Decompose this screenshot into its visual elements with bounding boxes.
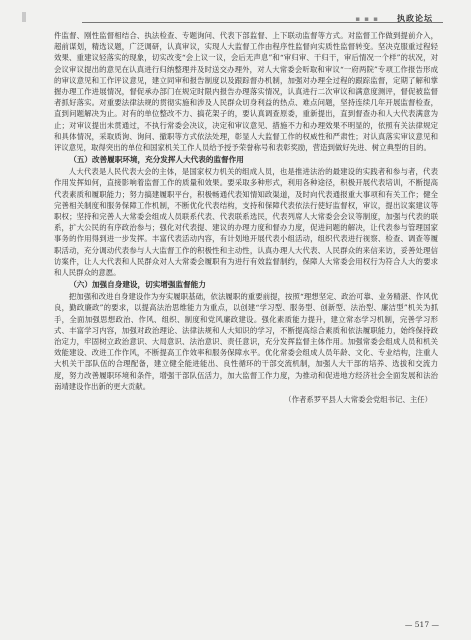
section-heading-6: （六）加强自身建设，切实增强监督能力: [69, 280, 206, 290]
header-corner-mark: [22, 12, 26, 22]
header-rule: [82, 22, 443, 23]
header-decoration: ▪ ▪ ▪: [355, 15, 379, 23]
paragraph-section-5: 人大代表是人民代表大会的主体，是国家权力机关的组成人员，也是推进法治的最建设的实践者和参与者，代表作用发挥如何，直接影响着监督工作的质量和效果。要采取多种形式，利用各种途径，积极开展代表培训，不断提高代表素质和履职能力；努力搞建履职平台，积极畅通代表知情知政渠道，及时向代表通报重大事项和有关工作；健全完善相关制度和服务保障工作机制，不断优化代表结构，支持和保障代表依法行使好监督权，审议，提出议案建议等职权；坚持和完善人大常委会组成人员联系代表、代表联系选民，代表列席人大常委会会议等制度，加强与代表的联系，扩大公民的有序政治参与；强化对代表提、建议的办理力度和督办力度，促进问题的解决，让代表参与管理国家事务的作用得到进一步发挥。丰富代表活动内容，有计划地开展代表小组活动，组织代表进行视察、检查、调查等履职活动，充分调动代表参与人大监督工作的积极性和主动性，认真办理人大代表、人民群众的来信来访，妥善处理信访案件，让人大代表和人民群众对人大常委会履职有为进行有效监督制约，保障人大常委会用权行为符合人大的要求和人民群众的意愿。: [54, 167, 438, 278]
paragraph-continued: 件监督、刚性监督相结合、执法检查、专题询问、代表下部监督、上下联动监督等方式。对监督工作做到提前介入，超前谋划，精选议题，广泛调研，认真审议，实现人大监督工作由程序性监督向实质性监督转变。坚决克服重过程轻效果、重建议轻落实的现象，切实改变“会上议一议，会后无声息”和“审归审、干归干，审后情况一个样”的状况，对会议审议提出的意见在认真进行归纳整理并及时送交办理外，对人大常委会听取和审议“一府两院”专项工作报告形成的审议意见和工作评议意见，建立同审和报告制度以及跟踪督办机制，加强对办理全过程的跟踪监督，定期了解和掌握办理工作进展情况，督促承办部门在规定时限内报告办理落实情况，认真进行二次审议和满意度测评，督促被监督者抓好落实。对重要法律法规的贯彻实施和涉及人民群众切身利益的热点、难点问题，坚持连续几年开展监督检查，直到问题解决为止。对有的单位整改不力、搞花架子的，要认真调查原委，重新提出，直到督查办和人大代表满意为止；对审议提出未贯通过，不执行常委会决议，决定和审议意见、措施不力和办理效果不明显的，依照有关法律规定和具体情况，采取质询、询问、撤职等方式依法处理，彰显人大监督工作的权威性和严肃性；对认真落实审议意见和评议意见，取得突出的单位和国家机关工作人员给予授予荣誉称号和表彰奖励，营造到做好先进、树立典型的目的。: [54, 31, 438, 153]
article-body: [54, 30, 438, 405]
running-header-title: 执政论坛: [397, 13, 433, 23]
page-number: — 517 —: [404, 620, 439, 629]
paragraph-section-6: 把加强和改进自身建设作为夯实履职基础，依法履职的重要前提，按照“理想坚定、政治可靠、业务精湛、作风优良，勤政廉政”的要求，以提高法治思维能力为重点，以创建“学习型、服务型、创新型、法治型、廉洁型”机关为抓手，全面加强思想政治、作风、组织、制度和党风廉政建设。强化素质能力提升，建立常态学习机制，完善学习形式、丰富学习内容，加强对政治理论、法律法规和人大知识的学习，不断提高综合素质和依法履职能力，始终保持政治定力，牢固树立政治意识、大局意识、法治意识、责任意识，充分发挥监督主体作用。加强常委会组成人员和机关效能建设、改进工作作风，不断提高工作效率和服务保障水平。优化常委会组成人员年龄、文化、专业结构，注重人大机关干部队伍的合理配备，建立健全能进能出、良性循环的干部交流机制，加强人大干部的培养、选拔和交流力度，努力改善履职环境和条件，增强干部队伍活力，加大监督工作力度，为推动和促进地方经济社会全面发展和法治南靖建设作出新的更大贡献。: [54, 292, 438, 391]
section-heading-5: （五）改善履职环境，充分发挥人大代表的监督作用: [69, 155, 244, 165]
author-byline: （作者系罗平县人大常委会党组书记、主任）: [284, 395, 432, 405]
